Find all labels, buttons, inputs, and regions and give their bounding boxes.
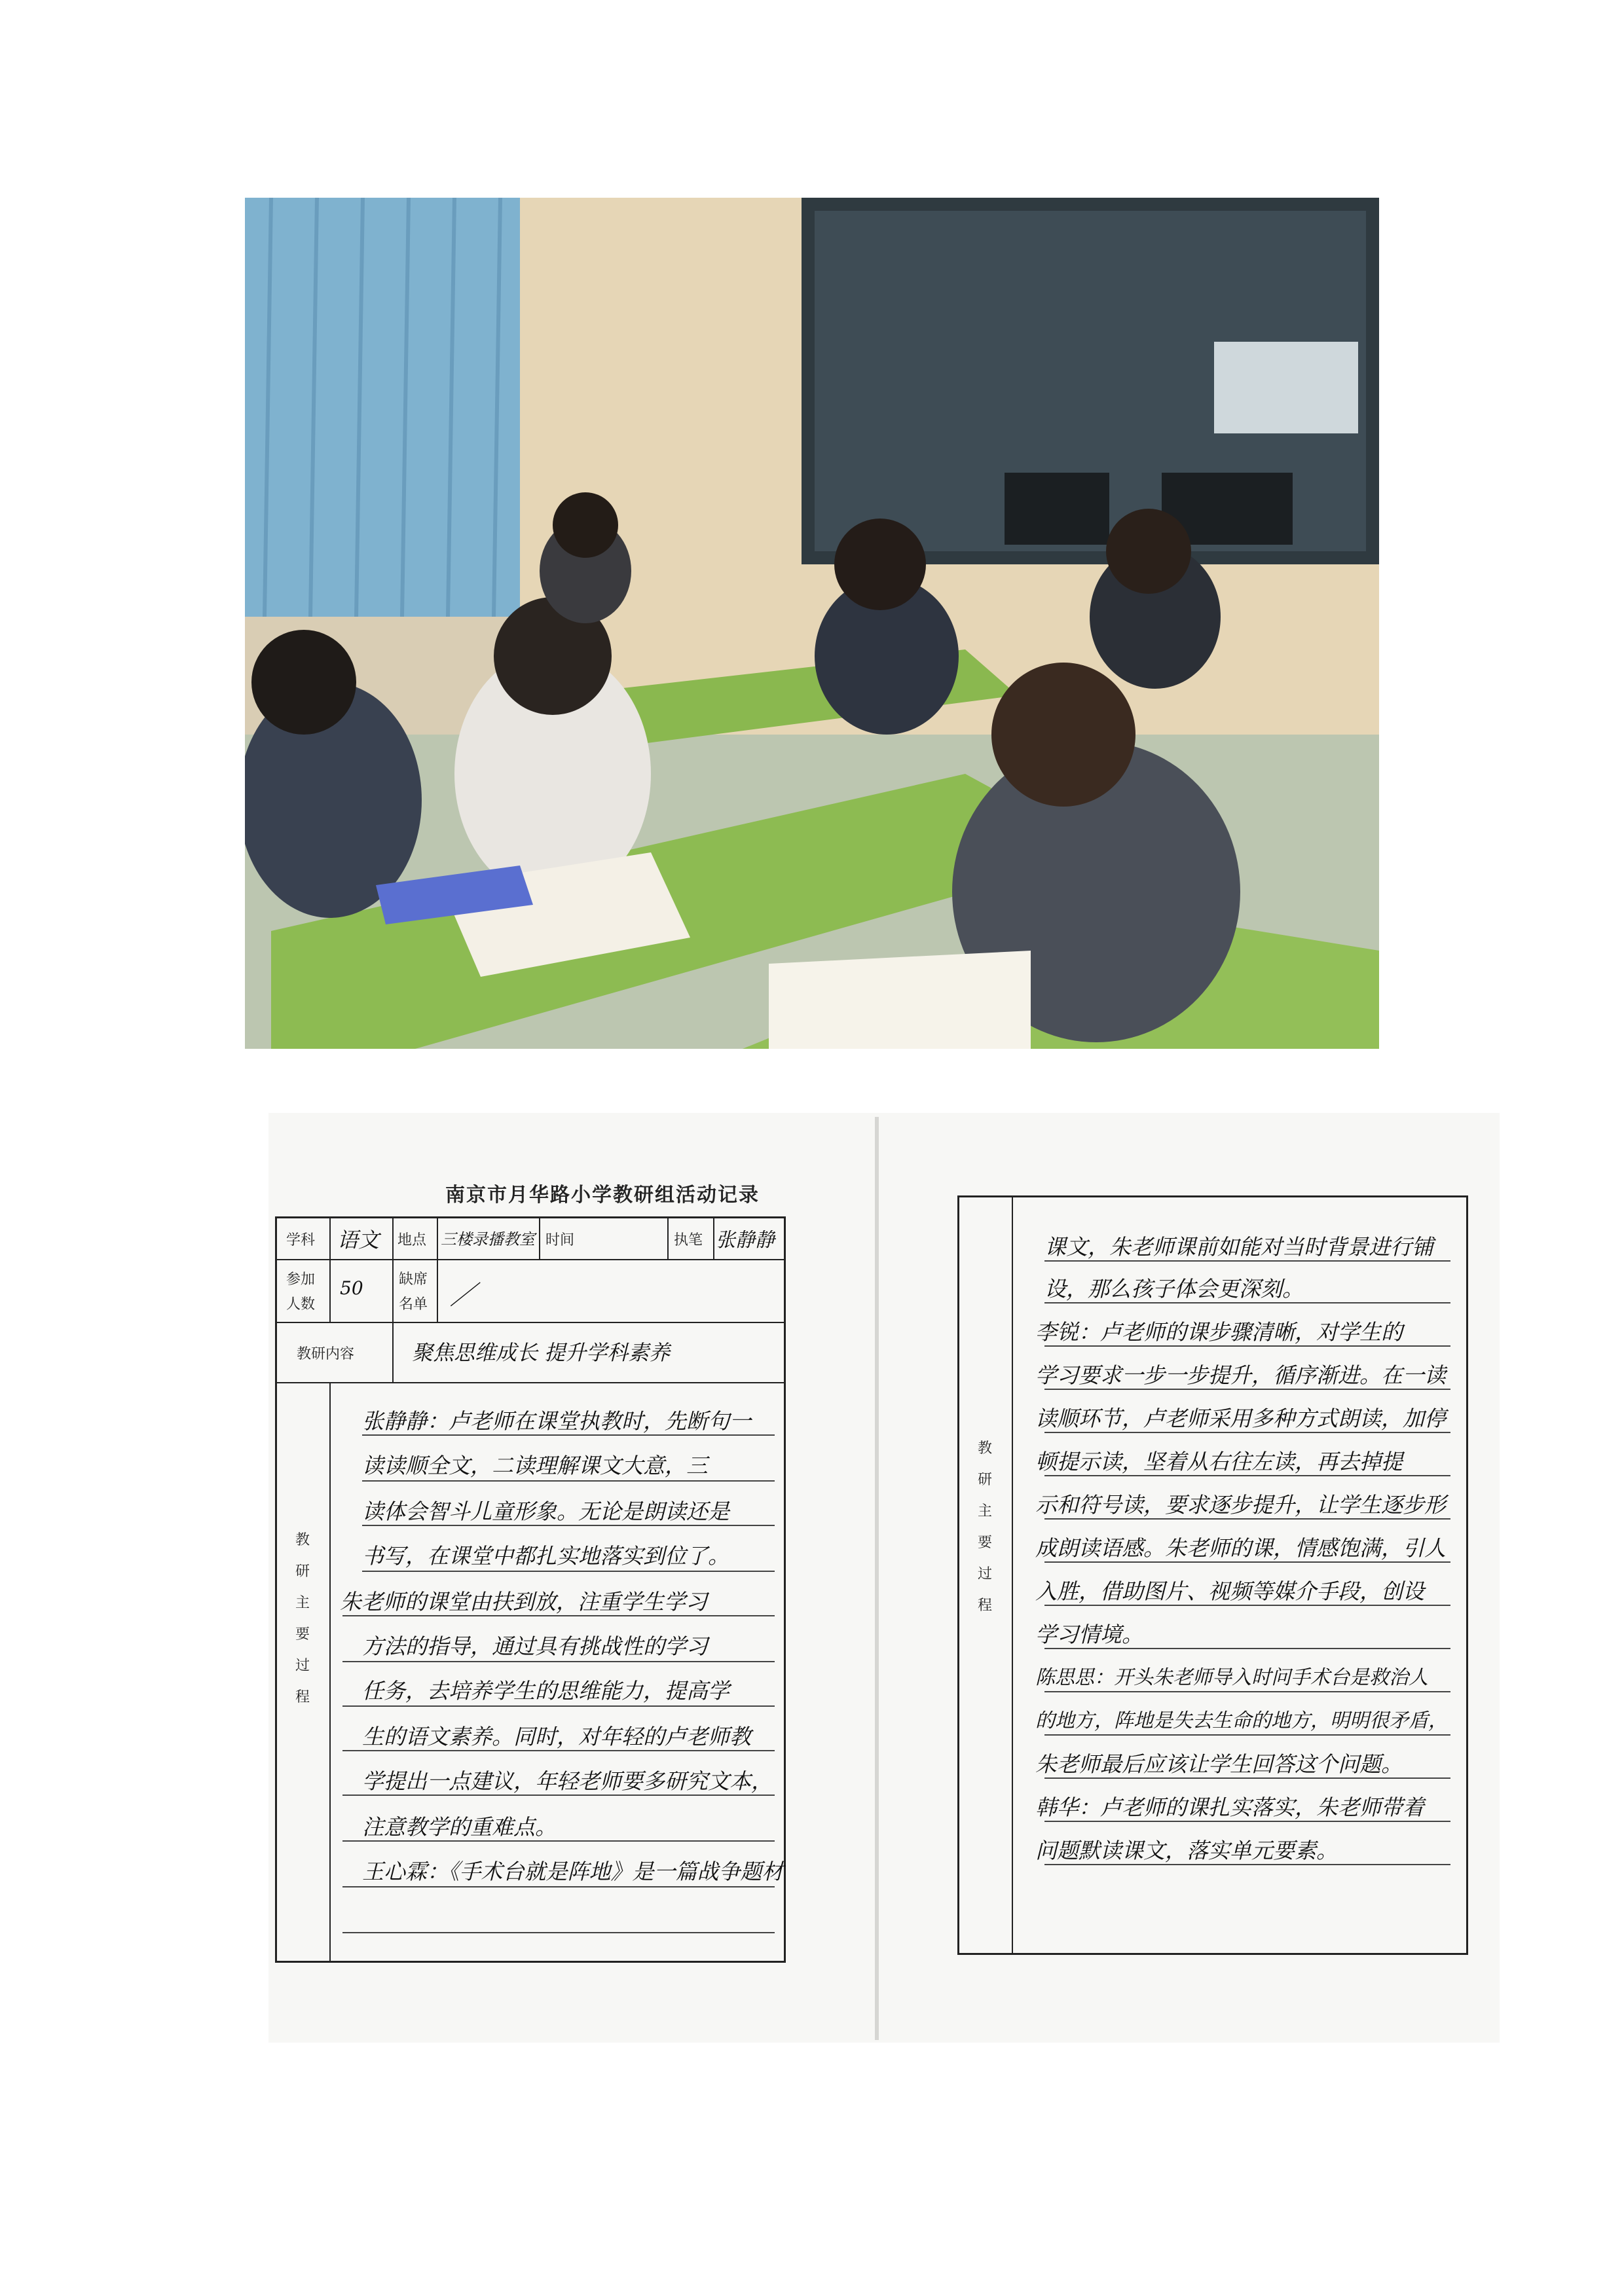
right-line: 课文，朱老师课前如能对当时背景进行铺: [1044, 1234, 1433, 1260]
right-line: 问题默读课文，落实单元要素。: [1035, 1838, 1338, 1863]
right-line: 设，那么孩子体会更深刻。: [1044, 1276, 1304, 1302]
right-line: 学习情境。: [1035, 1622, 1143, 1647]
topic-value: 聚焦思维成长 提升学科素养: [412, 1340, 671, 1365]
time-label: 时间: [545, 1232, 575, 1248]
location-label: 地点: [397, 1232, 427, 1248]
classroom-photo: [245, 198, 1379, 1049]
left-line: 任务，去培养学生的思维能力，提高学: [362, 1678, 729, 1704]
writer-value: 张静静: [716, 1229, 775, 1252]
right-line: 的地方，阵地是失去生命的地方，明明很矛盾，: [1035, 1709, 1448, 1732]
absent-label-1: 缺席: [399, 1271, 428, 1288]
record-form-left: [275, 1216, 786, 1963]
right-line: 示和符号读，要求逐步提升，让学生逐步形: [1035, 1492, 1446, 1518]
right-line: 顿提示读，坚着从右往左读，再去掉提: [1035, 1449, 1403, 1474]
left-line: 张静静：卢老师在课堂执教时，先断句一: [362, 1408, 751, 1434]
process-label: 教 研 主 要 过 程: [295, 1532, 310, 1705]
attendees-label-2: 人数: [286, 1296, 316, 1313]
right-line: 读顺环节，卢老师采用多种方式朗读，加停: [1035, 1406, 1446, 1431]
page-fold: [875, 1117, 879, 2040]
classroom-scene-illustration: [245, 198, 1379, 1049]
writer-label: 执笔: [674, 1232, 703, 1248]
attendees-value: 50: [340, 1277, 363, 1299]
absent-label-2: 名单: [399, 1296, 428, 1313]
topic-label: 教研内容: [297, 1346, 355, 1362]
right-line: 入胜，借助图片、视频等媒介手段，创设: [1035, 1578, 1424, 1604]
right-line: 朱老师最后应该让学生回答这个问题。: [1035, 1751, 1403, 1777]
process-label-right: 教 研 主 要 过 程: [977, 1440, 992, 1614]
right-line: 陈思思：开头朱老师导入时问手术台是救治人: [1035, 1666, 1428, 1689]
left-line: 学提出一点建议，年轻老师要多研究文本，: [362, 1768, 773, 1794]
absent-value: ／: [450, 1281, 476, 1311]
left-line: 书写，在课堂中都扎实地落实到位了。: [362, 1543, 729, 1569]
left-line: 朱老师的课堂由扶到放，注重学生学习: [340, 1589, 707, 1614]
left-line: 生的语文素养。同时，对年轻的卢老师教: [362, 1724, 751, 1749]
left-line: 注意教学的重难点。: [362, 1814, 557, 1840]
attendees-label-1: 参加: [286, 1271, 316, 1288]
right-line: 成朗读语感。朱老师的课，情感饱满，引人: [1035, 1535, 1446, 1561]
right-line: 学习要求一步一步提升，循序渐进。在一读: [1035, 1362, 1446, 1388]
form-title: 南京市月华路小学教研组活动记录: [445, 1184, 760, 1207]
subject-value: 语文: [337, 1228, 380, 1252]
subject-label: 学科: [286, 1232, 316, 1248]
left-line: 读体会智斗儿童形象。无论是朗读还是: [362, 1499, 729, 1524]
left-line: 方法的指导，通过具有挑战性的学习: [362, 1633, 708, 1659]
left-line: 王心霖：《手术台就是阵地》是一篇战争题材: [362, 1859, 784, 1884]
location-value: 三楼录播教室: [441, 1230, 535, 1248]
right-line: 韩华：卢老师的课扎实落实，朱老师带着: [1035, 1795, 1424, 1820]
record-form-right: [957, 1195, 1468, 1955]
left-line: 读读顺全文，二读理解课文大意，三: [362, 1453, 708, 1478]
right-line: 李锐：卢老师的课步骤清晰，对学生的: [1035, 1319, 1403, 1345]
